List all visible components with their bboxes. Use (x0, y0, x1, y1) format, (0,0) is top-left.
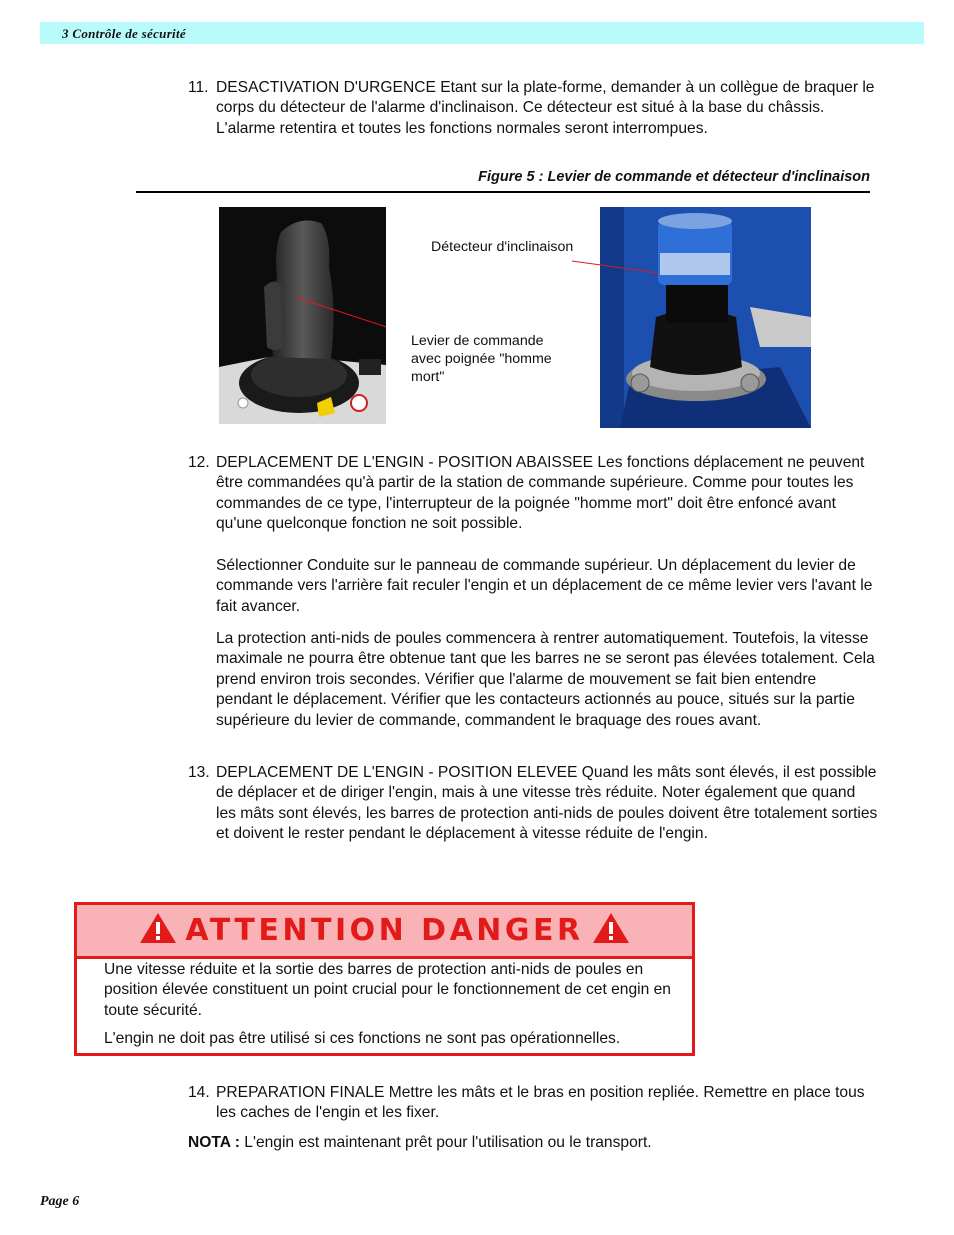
list-item-14 (188, 1083, 878, 1124)
danger-header (77, 905, 692, 959)
detector-label: Détecteur d'inclinaison (431, 239, 574, 255)
page-number: Page 6 (40, 1194, 80, 1209)
detector-pointer-line (570, 255, 670, 285)
item-text: DEPLACEMENT DE L'ENGIN - POSITION ABAISSEE Les fonctions déplacement ne peuvent être commandées qu'à partir de la station de commande supérieure. Comme pour toutes les commandes de ce type, l'interrupteur de la poignée "homme mort" doit être enfoncé avant qu'une quelconque fonction ne soit possible. (216, 454, 865, 533)
list-item-12 (188, 453, 878, 535)
nota-text: L'engin est maintenant prêt pour l'utilisation ou le transport. (239, 1134, 652, 1151)
nota-label: NOTA : (188, 1134, 240, 1151)
item-text: DESACTIVATION D'URGENCE Etant sur la plate-forme, demander à un collègue de braquer le corps du détecteur de l'alarme d'inclinaison. Ce détecteur est situé à la base du châssis. L'alarme retentira et toutes les fonctions normales seront interrompues. (216, 79, 875, 137)
list-item-13 (188, 763, 878, 845)
item-number: 13. (188, 764, 210, 781)
danger-paragraph-1: Une vitesse réduite et la sortie des barres de protection anti-nids de poules en position élevée constituent un point crucial pour le fonctionnement de cet engin en toute sécurité. (104, 961, 671, 1019)
lever-label-line2: avec poignée "homme (411, 351, 552, 367)
warning-triangle-icon (139, 912, 177, 952)
danger-warning-box (74, 902, 695, 1056)
item-12-paragraph-3: La protection anti-nids de poules commencera à rentrer automatiquement. Toutefois, la vitesse maximale ne pourra être obtenue tant que les barres ne se seront pas élevées totalement. Cela prend environ trois secondes. Vérifier que l'alarme de mouvement se fait bien entendre pendant le déplacement. Vérifier que les contacteurs actionnés au pouce, situés sur la partie supérieure du levier de commande, commandent le braquage des roues avant. (216, 630, 875, 729)
danger-paragraph-2: L'engin ne doit pas être utilisé si ces fonctions ne sont pas opérationnelles. (104, 1030, 621, 1047)
warning-triangle-icon (592, 912, 630, 952)
lever-label-line1: Levier de commande (411, 333, 544, 349)
section-title: 3 Contrôle de sécurité (62, 26, 186, 41)
figure-rule (136, 191, 870, 193)
joystick-photo (219, 207, 386, 424)
lever-label-line3: mort" (411, 369, 445, 385)
tilt-detector-photo (600, 207, 811, 428)
danger-title: ATTENTION DANGER (185, 913, 584, 948)
item-number: 12. (188, 454, 210, 471)
item-12-paragraph-2: Sélectionner Conduite sur le panneau de commande supérieur. Un déplacement du levier de commande vers l'arrière fait reculer l'engin et un déplacement de ce même levier vers l'avant le fait avancer. (216, 557, 873, 615)
item-number: 11. (188, 79, 209, 96)
item-number: 14. (188, 1084, 210, 1101)
section-header-bar (40, 22, 924, 44)
item-text: DEPLACEMENT DE L'ENGIN - POSITION ELEVEE Quand les mâts sont élevés, il est possible de déplacer et de diriger l'engin, mais à une vitesse très réduite. Noter également que quand les mâts sont élevés, les barres de protection anti-nids de poules doivent être totalement sorties et doivent le rester pendant le déplacement à vitesse réduite de l'engin. (216, 764, 878, 843)
danger-title-row (77, 912, 692, 952)
nota-line (188, 1133, 652, 1153)
list-item-11 (188, 78, 878, 139)
figure-caption: Figure 5 : Levier de commande et détecteur d'inclinaison (478, 169, 870, 185)
item-text: PREPARATION FINALE Mettre les mâts et le bras en position repliée. Remettre en place tous les caches de l'engin et les fixer. (216, 1084, 865, 1122)
